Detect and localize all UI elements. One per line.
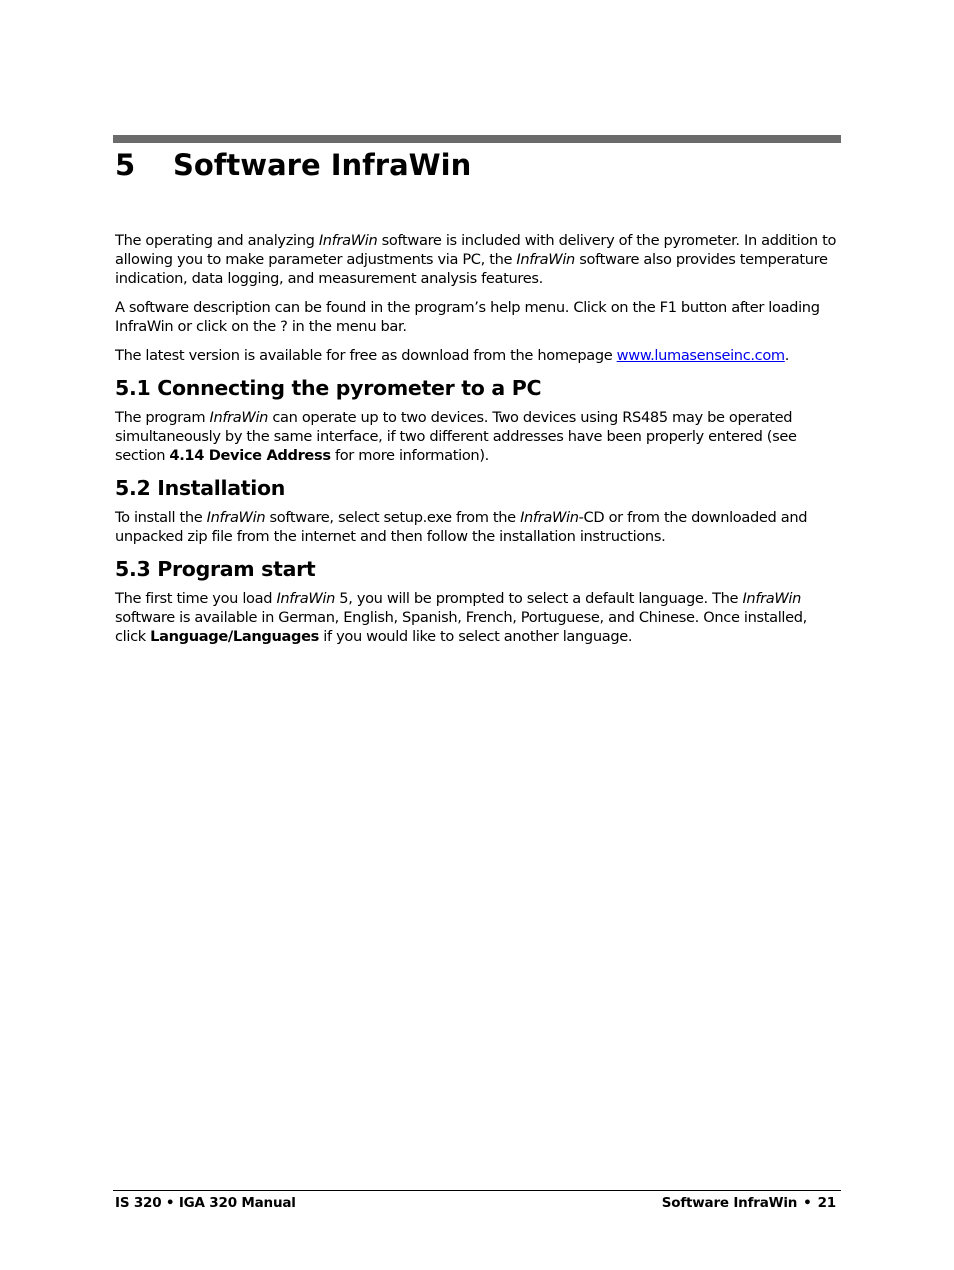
page-content: [115, 231, 841, 656]
page-number: 21: [817, 1195, 836, 1211]
section-heading-connecting: 5.1 Connecting the pyrometer to a PC: [115, 376, 542, 400]
intro-paragraph-2: A software description can be found in the program’s help menu. Click on the F1 button after loading InfraWin or click on the ? in the menu bar.: [115, 299, 820, 335]
chapter-top-rule: [113, 135, 841, 143]
footer-bullet: •: [803, 1195, 812, 1211]
language-menu-reference: Language/Languages: [150, 628, 320, 645]
section-connecting-paragraph: The program InfraWin can operate up to two devices. Two devices using RS485 may be operated simultaneously by the same interface, if two different addresses have been properly entered (see section 4.14 Device Address for more information).: [115, 409, 797, 464]
chapter-title-text: Software InfraWin: [173, 148, 472, 182]
homepage-link[interactable]: www.lumasenseinc.com: [616, 347, 785, 364]
section-program-start-paragraph: The first time you load InfraWin 5, you will be prompted to select a default language. The InfraWin software is available in German, English, Spanish, French, Portuguese, and Chinese. Once installed, click Language/Languages if you would like to select another language.: [115, 590, 807, 645]
intro-paragraph-3: The latest version is available for free as download from the homepage www.lumasenseinc.com.: [115, 347, 790, 364]
device-address-reference: 4.14 Device Address: [169, 447, 331, 464]
footer-manual-title: IS 320 • IGA 320 Manual: [115, 1195, 296, 1211]
section-installation-paragraph: To install the InfraWin software, select setup.exe from the InfraWin-CD or from the downloaded and unpacked zip file from the internet and then follow the installation instructions.: [115, 509, 808, 545]
footer-rule: [113, 1190, 841, 1191]
footer-page-info: [662, 1194, 836, 1212]
intro-paragraph-1: The operating and analyzing InfraWin software is included with delivery of the pyrometer. In addition to allowing you to make parameter adjustments via PC, the InfraWin software also provides temperature indication, data logging, and measurement analysis features.: [115, 232, 837, 287]
section-heading-installation: 5.2 Installation: [115, 476, 286, 500]
chapter-number: 5: [115, 148, 136, 182]
section-heading-program-start: 5.3 Program start: [115, 557, 316, 581]
chapter-title: [115, 145, 471, 185]
footer-chapter-title: Software InfraWin: [661, 1195, 798, 1211]
